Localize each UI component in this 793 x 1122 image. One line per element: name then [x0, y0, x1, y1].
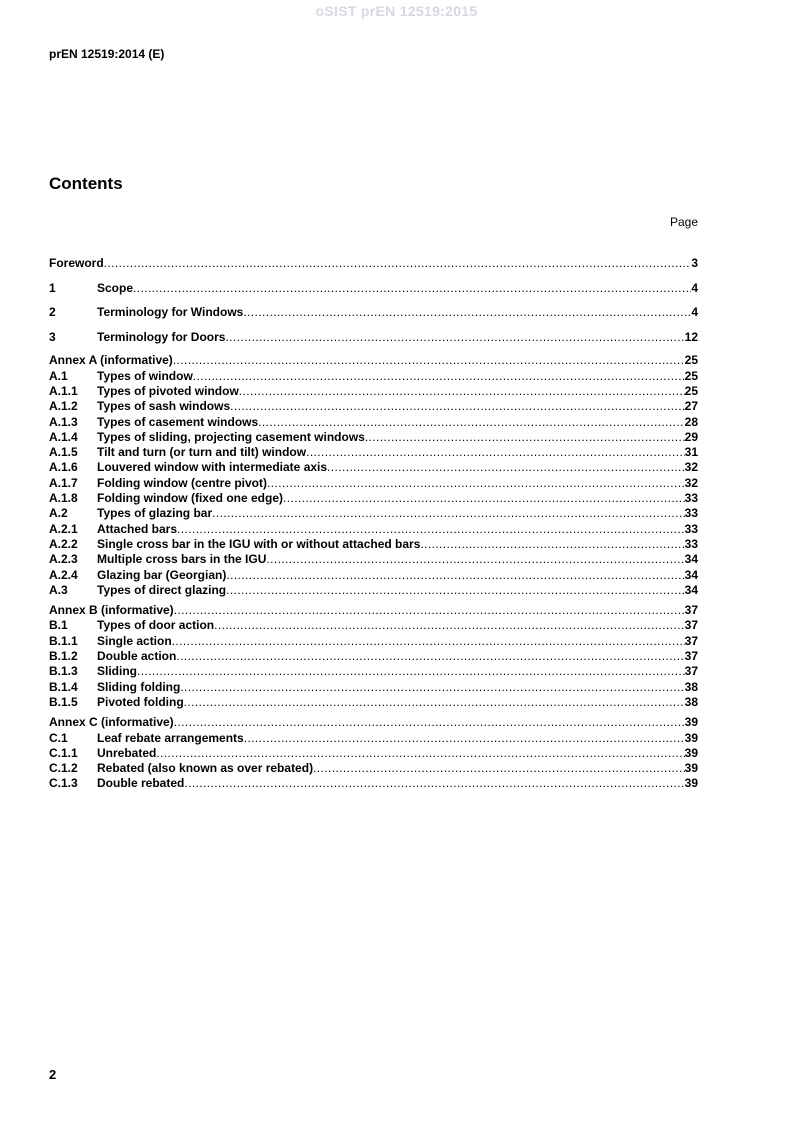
toc-entry-page: 27 — [684, 399, 698, 414]
toc-entry-title: Terminology for Windows — [97, 305, 244, 320]
document-id: prEN 12519:2014 (E) — [49, 47, 165, 61]
toc-entry-number: B.1.5 — [49, 694, 78, 709]
toc-entry-page: 33 — [684, 506, 698, 521]
toc-dot-leader — [173, 353, 685, 368]
toc-annex-a-section — [49, 353, 698, 598]
toc-entry[interactable] — [49, 618, 698, 633]
toc-entry[interactable] — [49, 664, 698, 679]
page-number: 2 — [49, 1067, 57, 1082]
toc-entry-number: B.1.4 — [49, 679, 78, 694]
toc-entry-number: 3 — [49, 329, 56, 344]
toc-entry-title: Pivoted folding — [97, 694, 184, 709]
toc-entry[interactable] — [49, 304, 698, 320]
toc-dot-leader — [172, 634, 685, 649]
toc-dot-leader — [226, 583, 685, 598]
toc-entry[interactable] — [49, 384, 698, 399]
toc-entry[interactable] — [49, 776, 698, 791]
toc-dot-leader — [365, 430, 685, 445]
toc-entry-number: A.1.8 — [49, 491, 78, 506]
toc-annex-c-section — [49, 715, 698, 791]
toc-entry-number: A.1.4 — [49, 429, 78, 444]
toc-entry-page: 37 — [684, 664, 698, 679]
toc-entry[interactable] — [49, 353, 698, 368]
toc-entry-page: 39 — [684, 730, 698, 745]
toc-dot-leader — [177, 522, 685, 537]
toc-entry-page: 28 — [684, 414, 698, 429]
toc-entry-number: B.1.3 — [49, 664, 78, 679]
toc-entry[interactable] — [49, 680, 698, 695]
toc-entry-page: 3 — [691, 256, 698, 270]
toc-entry-number: B.1.2 — [49, 649, 78, 664]
toc-dot-leader — [226, 568, 684, 583]
toc-entry-title: Glazing bar (Georgian) — [97, 567, 227, 582]
toc-entry-title: Attached bars — [97, 521, 178, 536]
toc-dot-leader — [239, 384, 685, 399]
toc-entry-page: 32 — [684, 475, 698, 490]
toc-entry-number: A.2.2 — [49, 536, 78, 551]
toc-entry[interactable] — [49, 280, 698, 296]
toc-entry-page: 31 — [684, 445, 698, 460]
toc-entry-title: Types of sash windows — [97, 399, 231, 414]
toc-dot-leader — [104, 255, 692, 271]
toc-entry[interactable] — [49, 415, 698, 430]
toc-entry[interactable] — [49, 445, 698, 460]
toc-entry[interactable] — [49, 506, 698, 521]
toc-dot-leader — [243, 304, 691, 320]
toc-entry-title: Leaf rebate arrangements — [97, 730, 244, 745]
toc-entry-number: A.2.4 — [49, 567, 78, 582]
toc-entry[interactable] — [49, 603, 698, 618]
toc-entry[interactable] — [49, 634, 698, 649]
toc-entry[interactable] — [49, 255, 698, 271]
toc-dot-leader — [258, 415, 684, 430]
toc-entry-title: Terminology for Doors — [97, 329, 226, 344]
toc-entry[interactable] — [49, 568, 698, 583]
toc-entry-title: Types of casement windows — [97, 414, 259, 429]
page-column-label: Page — [669, 215, 698, 229]
toc-dot-leader — [180, 680, 684, 695]
toc-entry-page: 39 — [684, 745, 698, 760]
toc-entry[interactable] — [49, 552, 698, 567]
toc-entry-title: Annex A (informative) — [49, 353, 173, 368]
toc-entry-page: 4 — [691, 280, 698, 295]
toc-entry-page: 33 — [684, 491, 698, 506]
toc-entry-page: 39 — [684, 761, 698, 776]
toc-entry-title: Single cross bar in the IGU with or without attached bars — [97, 536, 421, 551]
toc-annex-b-section — [49, 603, 698, 710]
toc-entry-number: A.3 — [49, 582, 68, 597]
toc-entry-page: 25 — [684, 368, 698, 383]
toc-entry-page: 34 — [684, 567, 698, 582]
toc-entry-number: A.1.6 — [49, 460, 78, 475]
toc-entry-title: Unrebated — [97, 745, 157, 760]
toc-dot-leader — [283, 491, 685, 506]
toc-entry[interactable] — [49, 731, 698, 746]
toc-dot-leader — [193, 369, 685, 384]
toc-dot-leader — [327, 460, 685, 475]
toc-entry-page: 37 — [684, 603, 698, 618]
toc-entry-number: C.1.3 — [49, 776, 78, 791]
toc-entry-number: C.1.2 — [49, 761, 78, 776]
toc-entry-title: Single action — [97, 633, 172, 648]
toc-dot-leader — [267, 476, 685, 491]
toc-dot-leader — [184, 695, 685, 710]
toc-entry-number: A.1.2 — [49, 399, 78, 414]
toc-main-section — [49, 255, 698, 345]
toc-entry-page: 34 — [684, 552, 698, 567]
toc-entry-title: Folding window (centre pivot) — [97, 475, 267, 490]
toc-entry[interactable] — [49, 649, 698, 664]
toc-dot-leader — [156, 746, 684, 761]
toc-entry-title: Louvered window with intermediate axis — [97, 460, 328, 475]
toc-entry[interactable] — [49, 399, 698, 414]
toc-dot-leader — [313, 761, 685, 776]
watermark: oSIST prEN 12519:2015 — [315, 3, 478, 19]
toc-entry-page: 25 — [684, 353, 698, 368]
toc-entry[interactable] — [49, 491, 698, 506]
table-of-contents — [49, 255, 698, 792]
toc-entry-title: Foreword — [49, 256, 104, 270]
toc-entry-title: Types of sliding, projecting casement windows — [97, 429, 365, 444]
toc-entry[interactable] — [49, 715, 698, 730]
toc-entry-number: A.1.5 — [49, 445, 78, 460]
toc-entry-number: A.1.1 — [49, 383, 78, 398]
toc-entry-title: Sliding — [97, 664, 137, 679]
toc-entry-title: Double action — [97, 649, 177, 664]
toc-entry-page: 38 — [684, 679, 698, 694]
toc-dot-leader — [174, 603, 685, 618]
toc-entry-title: Types of window — [97, 368, 193, 383]
toc-entry-page: 29 — [684, 429, 698, 444]
toc-entry[interactable] — [49, 522, 698, 537]
contents-title: Contents — [49, 174, 123, 193]
toc-dot-leader — [214, 618, 685, 633]
toc-entry-number: A.1 — [49, 368, 68, 383]
toc-entry-title: Double rebated — [97, 776, 185, 791]
toc-entry-number: B.1 — [49, 618, 68, 633]
toc-dot-leader — [244, 731, 685, 746]
toc-entry-title: Types of direct glazing — [97, 582, 227, 597]
toc-entry-title: Rebated (also known as over rebated) — [97, 761, 314, 776]
toc-entry-page: 37 — [684, 649, 698, 664]
toc-entry-number: A.1.3 — [49, 414, 78, 429]
toc-dot-leader — [133, 280, 691, 296]
toc-entry[interactable] — [49, 369, 698, 384]
toc-entry-page: 33 — [684, 521, 698, 536]
toc-entry[interactable] — [49, 430, 698, 445]
toc-entry-title: Annex B (informative) — [49, 603, 174, 618]
toc-entry-number: C.1.1 — [49, 745, 78, 760]
toc-entry[interactable] — [49, 476, 698, 491]
toc-entry-page: 37 — [684, 618, 698, 633]
toc-entry-title: Types of pivoted window — [97, 383, 239, 398]
toc-dot-leader — [137, 664, 685, 679]
toc-entry[interactable] — [49, 761, 698, 776]
toc-entry-number: A.2 — [49, 506, 68, 521]
toc-entry-page: 4 — [691, 305, 698, 320]
toc-entry-title: Types of glazing bar — [97, 506, 213, 521]
toc-entry-title: Annex C (informative) — [49, 715, 174, 730]
toc-entry-number: A.2.3 — [49, 552, 78, 567]
toc-entry[interactable] — [49, 460, 698, 475]
toc-entry-title: Scope — [97, 280, 134, 295]
toc-dot-leader — [176, 649, 684, 664]
toc-dot-leader — [266, 552, 684, 567]
toc-entry-title: Multiple cross bars in the IGU — [97, 552, 267, 567]
toc-dot-leader — [225, 329, 684, 345]
toc-entry-page: 25 — [684, 383, 698, 398]
toc-entry-number: A.2.1 — [49, 521, 78, 536]
toc-entry-page: 39 — [684, 715, 698, 730]
toc-entry-page: 38 — [684, 694, 698, 709]
toc-entry-page: 39 — [684, 776, 698, 791]
toc-entry-number: A.1.7 — [49, 475, 78, 490]
toc-entry-number: B.1.1 — [49, 633, 78, 648]
toc-entry-title: Types of door action — [97, 618, 215, 633]
toc-entry-page: 12 — [684, 329, 698, 344]
toc-entry[interactable] — [49, 583, 698, 598]
toc-entry-title: Sliding folding — [97, 679, 181, 694]
toc-entry-page: 33 — [684, 536, 698, 551]
toc-dot-leader — [420, 537, 684, 552]
toc-entry-number: C.1 — [49, 730, 68, 745]
toc-entry-title: Tilt and turn (or turn and tilt) window — [97, 445, 307, 460]
toc-entry-page: 37 — [684, 633, 698, 648]
toc-dot-leader — [184, 776, 684, 791]
toc-entry[interactable] — [49, 537, 698, 552]
toc-dot-leader — [174, 715, 685, 730]
toc-dot-leader — [212, 506, 685, 521]
toc-entry[interactable] — [49, 746, 698, 761]
toc-entry-page: 32 — [684, 460, 698, 475]
toc-dot-leader — [230, 399, 685, 414]
toc-entry-page: 34 — [684, 582, 698, 597]
toc-entry[interactable] — [49, 695, 698, 710]
toc-entry-number: 1 — [49, 280, 56, 295]
toc-entry-title: Folding window (fixed one edge) — [97, 491, 283, 506]
toc-dot-leader — [306, 445, 685, 460]
toc-entry[interactable] — [49, 329, 698, 345]
toc-entry-number: 2 — [49, 305, 56, 320]
